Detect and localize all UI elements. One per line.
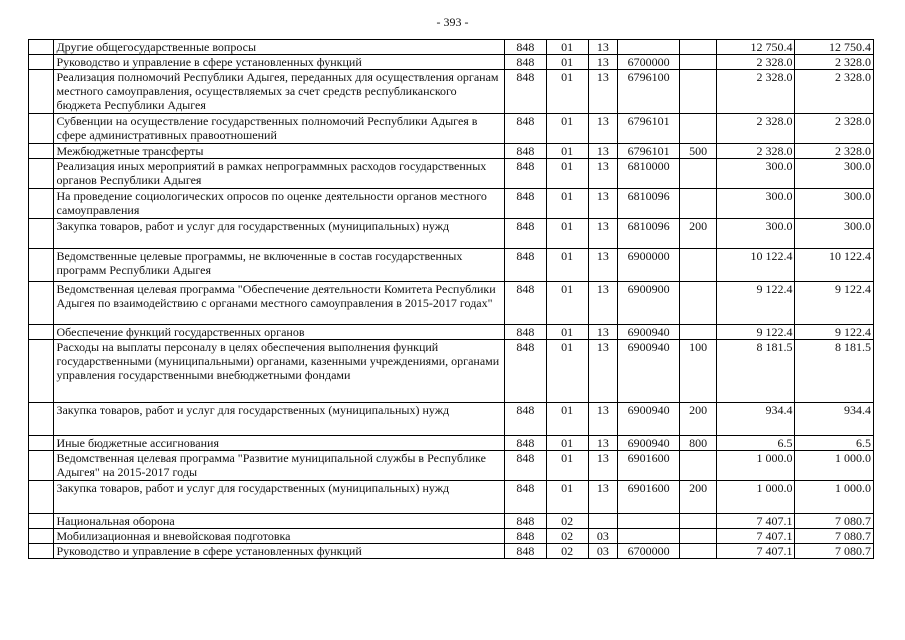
row-pr: 13 xyxy=(588,249,618,282)
row-sum-2017: 2 328.0 xyxy=(795,55,874,70)
row-ved: 848 xyxy=(504,219,546,249)
row-sum-2017: 934.4 xyxy=(795,403,874,436)
row-sum-2016: 300.0 xyxy=(716,189,794,219)
row-rz: 02 xyxy=(546,544,588,559)
row-sum-2017: 1 000.0 xyxy=(795,451,874,481)
row-rz: 01 xyxy=(546,159,588,189)
row-pr: 13 xyxy=(588,144,618,159)
row-sum-2017: 300.0 xyxy=(795,159,874,189)
row-rz: 01 xyxy=(546,436,588,451)
row-pr: 13 xyxy=(588,70,618,114)
row-sum-2017: 2 328.0 xyxy=(795,70,874,114)
row-sum-2017: 9 122.4 xyxy=(795,282,874,325)
row-pr: 13 xyxy=(588,340,618,403)
row-vr xyxy=(680,282,717,325)
table-row xyxy=(29,144,874,159)
row-csr: 6900940 xyxy=(618,340,680,403)
row-ved: 848 xyxy=(504,144,546,159)
row-blank-cell xyxy=(29,219,54,249)
row-rz: 01 xyxy=(546,189,588,219)
row-blank-cell xyxy=(29,189,54,219)
table-row xyxy=(29,451,874,481)
row-name: Ведомственные целевые программы, не включенные в состав государственных программ Республики Адыгея xyxy=(54,249,505,282)
row-vr xyxy=(680,544,717,559)
row-name: Закупка товаров, работ и услуг для государственных (муниципальных) нужд xyxy=(54,481,505,514)
row-pr: 13 xyxy=(588,40,618,55)
row-blank-cell xyxy=(29,403,54,436)
row-ved: 848 xyxy=(504,436,546,451)
row-sum-2016: 12 750.4 xyxy=(716,40,794,55)
row-rz: 01 xyxy=(546,144,588,159)
row-sum-2016: 934.4 xyxy=(716,403,794,436)
row-csr xyxy=(618,40,680,55)
row-name: Ведомственная целевая программа "Обеспечение деятельности Комитета Республики Адыгея по взаимодействию с органами местного самоуправления в 2015-2017 годах" xyxy=(54,282,505,325)
table-row xyxy=(29,40,874,55)
row-pr: 13 xyxy=(588,403,618,436)
row-blank-cell xyxy=(29,529,54,544)
row-name: Иные бюджетные ассигнования xyxy=(54,436,505,451)
row-blank-cell xyxy=(29,544,54,559)
row-ved: 848 xyxy=(504,114,546,144)
row-sum-2017: 9 122.4 xyxy=(795,325,874,340)
row-ved: 848 xyxy=(504,340,546,403)
row-sum-2016: 10 122.4 xyxy=(716,249,794,282)
row-ved: 848 xyxy=(504,70,546,114)
row-ved: 848 xyxy=(504,249,546,282)
row-vr: 500 xyxy=(680,144,717,159)
row-vr xyxy=(680,114,717,144)
row-pr: 13 xyxy=(588,219,618,249)
row-ved: 848 xyxy=(504,403,546,436)
row-pr: 13 xyxy=(588,481,618,514)
row-rz: 01 xyxy=(546,114,588,144)
row-ved: 848 xyxy=(504,282,546,325)
table-row xyxy=(29,159,874,189)
row-pr: 13 xyxy=(588,325,618,340)
row-rz: 02 xyxy=(546,529,588,544)
table-row xyxy=(29,340,874,403)
row-csr: 6796101 xyxy=(618,114,680,144)
row-vr xyxy=(680,514,717,529)
row-sum-2016: 2 328.0 xyxy=(716,70,794,114)
table-row xyxy=(29,436,874,451)
row-rz: 01 xyxy=(546,481,588,514)
row-name: Обеспечение функций государственных органов xyxy=(54,325,505,340)
row-sum-2016: 9 122.4 xyxy=(716,282,794,325)
row-blank-cell xyxy=(29,144,54,159)
table-row xyxy=(29,219,874,249)
table-row xyxy=(29,481,874,514)
row-rz: 01 xyxy=(546,282,588,325)
table-row xyxy=(29,403,874,436)
row-csr: 6901600 xyxy=(618,451,680,481)
row-sum-2016: 7 407.1 xyxy=(716,514,794,529)
row-csr: 6900940 xyxy=(618,403,680,436)
row-name: Реализация иных мероприятий в рамках непрограммных расходов государственных органов Республики Адыгея xyxy=(54,159,505,189)
row-sum-2017: 2 328.0 xyxy=(795,114,874,144)
row-pr: 03 xyxy=(588,529,618,544)
row-sum-2017: 10 122.4 xyxy=(795,249,874,282)
table-row xyxy=(29,189,874,219)
row-sum-2017: 300.0 xyxy=(795,189,874,219)
row-name: Мобилизационная и вневойсковая подготовка xyxy=(54,529,505,544)
row-csr: 6900940 xyxy=(618,436,680,451)
row-vr xyxy=(680,55,717,70)
table-row xyxy=(29,114,874,144)
row-ved: 848 xyxy=(504,325,546,340)
row-sum-2017: 7 080.7 xyxy=(795,529,874,544)
row-vr: 800 xyxy=(680,436,717,451)
row-ved: 848 xyxy=(504,159,546,189)
row-sum-2016: 300.0 xyxy=(716,159,794,189)
row-sum-2017: 7 080.7 xyxy=(795,544,874,559)
row-ved: 848 xyxy=(504,529,546,544)
row-pr: 13 xyxy=(588,282,618,325)
row-blank-cell xyxy=(29,436,54,451)
row-name: Руководство и управление в сфере установленных функций xyxy=(54,544,505,559)
row-blank-cell xyxy=(29,70,54,114)
row-rz: 01 xyxy=(546,325,588,340)
row-csr: 6796100 xyxy=(618,70,680,114)
row-name: Реализация полномочий Республики Адыгея, переданных для осуществления органам местного самоуправления, осуществляемых за счет средств республиканского бюджета Республики Адыгея xyxy=(54,70,505,114)
row-csr: 6900940 xyxy=(618,325,680,340)
row-ved: 848 xyxy=(504,189,546,219)
row-pr: 13 xyxy=(588,55,618,70)
row-blank-cell xyxy=(29,325,54,340)
row-csr xyxy=(618,529,680,544)
row-name: На проведение социологических опросов по оценке деятельности органов местного самоуправления xyxy=(54,189,505,219)
row-vr xyxy=(680,529,717,544)
row-pr: 13 xyxy=(588,114,618,144)
row-rz: 01 xyxy=(546,249,588,282)
row-name: Закупка товаров, работ и услуг для государственных (муниципальных) нужд xyxy=(54,219,505,249)
row-pr: 03 xyxy=(588,544,618,559)
table-row xyxy=(29,529,874,544)
table-row xyxy=(29,325,874,340)
row-name: Межбюджетные трансферты xyxy=(54,144,505,159)
row-ved: 848 xyxy=(504,55,546,70)
row-name: Расходы на выплаты персоналу в целях обеспечения выполнения функций государственными (муниципальными) органами, казенными учреждениями, органами управления государственными внебюджетными фондами xyxy=(54,340,505,403)
row-blank-cell xyxy=(29,451,54,481)
row-sum-2017: 300.0 xyxy=(795,219,874,249)
row-rz: 01 xyxy=(546,340,588,403)
row-name: Национальная оборона xyxy=(54,514,505,529)
row-sum-2016: 9 122.4 xyxy=(716,325,794,340)
row-name: Ведомственная целевая программа "Развитие муниципальной службы в Республике Адыгея" на 2015-2017 годы xyxy=(54,451,505,481)
row-csr: 6900900 xyxy=(618,282,680,325)
row-sum-2017: 7 080.7 xyxy=(795,514,874,529)
budget-table-body xyxy=(29,40,874,559)
row-sum-2016: 300.0 xyxy=(716,219,794,249)
row-csr: 6900000 xyxy=(618,249,680,282)
row-csr: 6810096 xyxy=(618,189,680,219)
row-vr xyxy=(680,70,717,114)
budget-table xyxy=(28,39,874,559)
row-sum-2016: 2 328.0 xyxy=(716,55,794,70)
table-row xyxy=(29,282,874,325)
page-number: - 393 - xyxy=(436,15,469,29)
table-row xyxy=(29,544,874,559)
row-pr: 13 xyxy=(588,159,618,189)
row-csr: 6700000 xyxy=(618,55,680,70)
row-sum-2016: 1 000.0 xyxy=(716,481,794,514)
row-name: Руководство и управление в сфере установленных функций xyxy=(54,55,505,70)
row-sum-2016: 2 328.0 xyxy=(716,114,794,144)
row-blank-cell xyxy=(29,514,54,529)
row-blank-cell xyxy=(29,114,54,144)
row-rz: 02 xyxy=(546,514,588,529)
row-blank-cell xyxy=(29,40,54,55)
row-ved: 848 xyxy=(504,40,546,55)
row-vr: 200 xyxy=(680,219,717,249)
row-ved: 848 xyxy=(504,451,546,481)
row-rz: 01 xyxy=(546,403,588,436)
row-sum-2016: 7 407.1 xyxy=(716,529,794,544)
row-sum-2016: 1 000.0 xyxy=(716,451,794,481)
row-sum-2016: 7 407.1 xyxy=(716,544,794,559)
table-row xyxy=(29,70,874,114)
row-rz: 01 xyxy=(546,219,588,249)
row-rz: 01 xyxy=(546,451,588,481)
row-rz: 01 xyxy=(546,40,588,55)
table-row xyxy=(29,55,874,70)
row-ved: 848 xyxy=(504,481,546,514)
row-vr xyxy=(680,451,717,481)
row-sum-2017: 1 000.0 xyxy=(795,481,874,514)
row-csr xyxy=(618,514,680,529)
row-vr xyxy=(680,40,717,55)
row-sum-2016: 6.5 xyxy=(716,436,794,451)
row-pr: 13 xyxy=(588,436,618,451)
row-name: Закупка товаров, работ и услуг для государственных (муниципальных) нужд xyxy=(54,403,505,436)
row-csr: 6700000 xyxy=(618,544,680,559)
row-pr xyxy=(588,514,618,529)
row-vr xyxy=(680,325,717,340)
row-vr xyxy=(680,159,717,189)
row-sum-2017: 2 328.0 xyxy=(795,144,874,159)
row-sum-2017: 12 750.4 xyxy=(795,40,874,55)
row-vr: 200 xyxy=(680,403,717,436)
row-vr: 100 xyxy=(680,340,717,403)
row-csr: 6810096 xyxy=(618,219,680,249)
row-pr: 13 xyxy=(588,189,618,219)
row-csr: 6796101 xyxy=(618,144,680,159)
row-vr xyxy=(680,189,717,219)
row-vr: 200 xyxy=(680,481,717,514)
row-name: Субвенции на осуществление государственных полномочий Республики Адыгея в сфере административных правоотношений xyxy=(54,114,505,144)
row-name: Другие общегосударственные вопросы xyxy=(54,40,505,55)
row-csr: 6901600 xyxy=(618,481,680,514)
row-sum-2017: 8 181.5 xyxy=(795,340,874,403)
row-sum-2016: 2 328.0 xyxy=(716,144,794,159)
row-sum-2017: 6.5 xyxy=(795,436,874,451)
row-csr: 6810000 xyxy=(618,159,680,189)
row-blank-cell xyxy=(29,159,54,189)
row-blank-cell xyxy=(29,340,54,403)
row-vr xyxy=(680,249,717,282)
row-sum-2016: 8 181.5 xyxy=(716,340,794,403)
table-row xyxy=(29,249,874,282)
row-blank-cell xyxy=(29,282,54,325)
row-blank-cell xyxy=(29,249,54,282)
row-pr: 13 xyxy=(588,451,618,481)
row-ved: 848 xyxy=(504,514,546,529)
row-blank-cell xyxy=(29,55,54,70)
row-rz: 01 xyxy=(546,55,588,70)
table-row xyxy=(29,514,874,529)
row-rz: 01 xyxy=(546,70,588,114)
row-blank-cell xyxy=(29,481,54,514)
row-ved: 848 xyxy=(504,544,546,559)
